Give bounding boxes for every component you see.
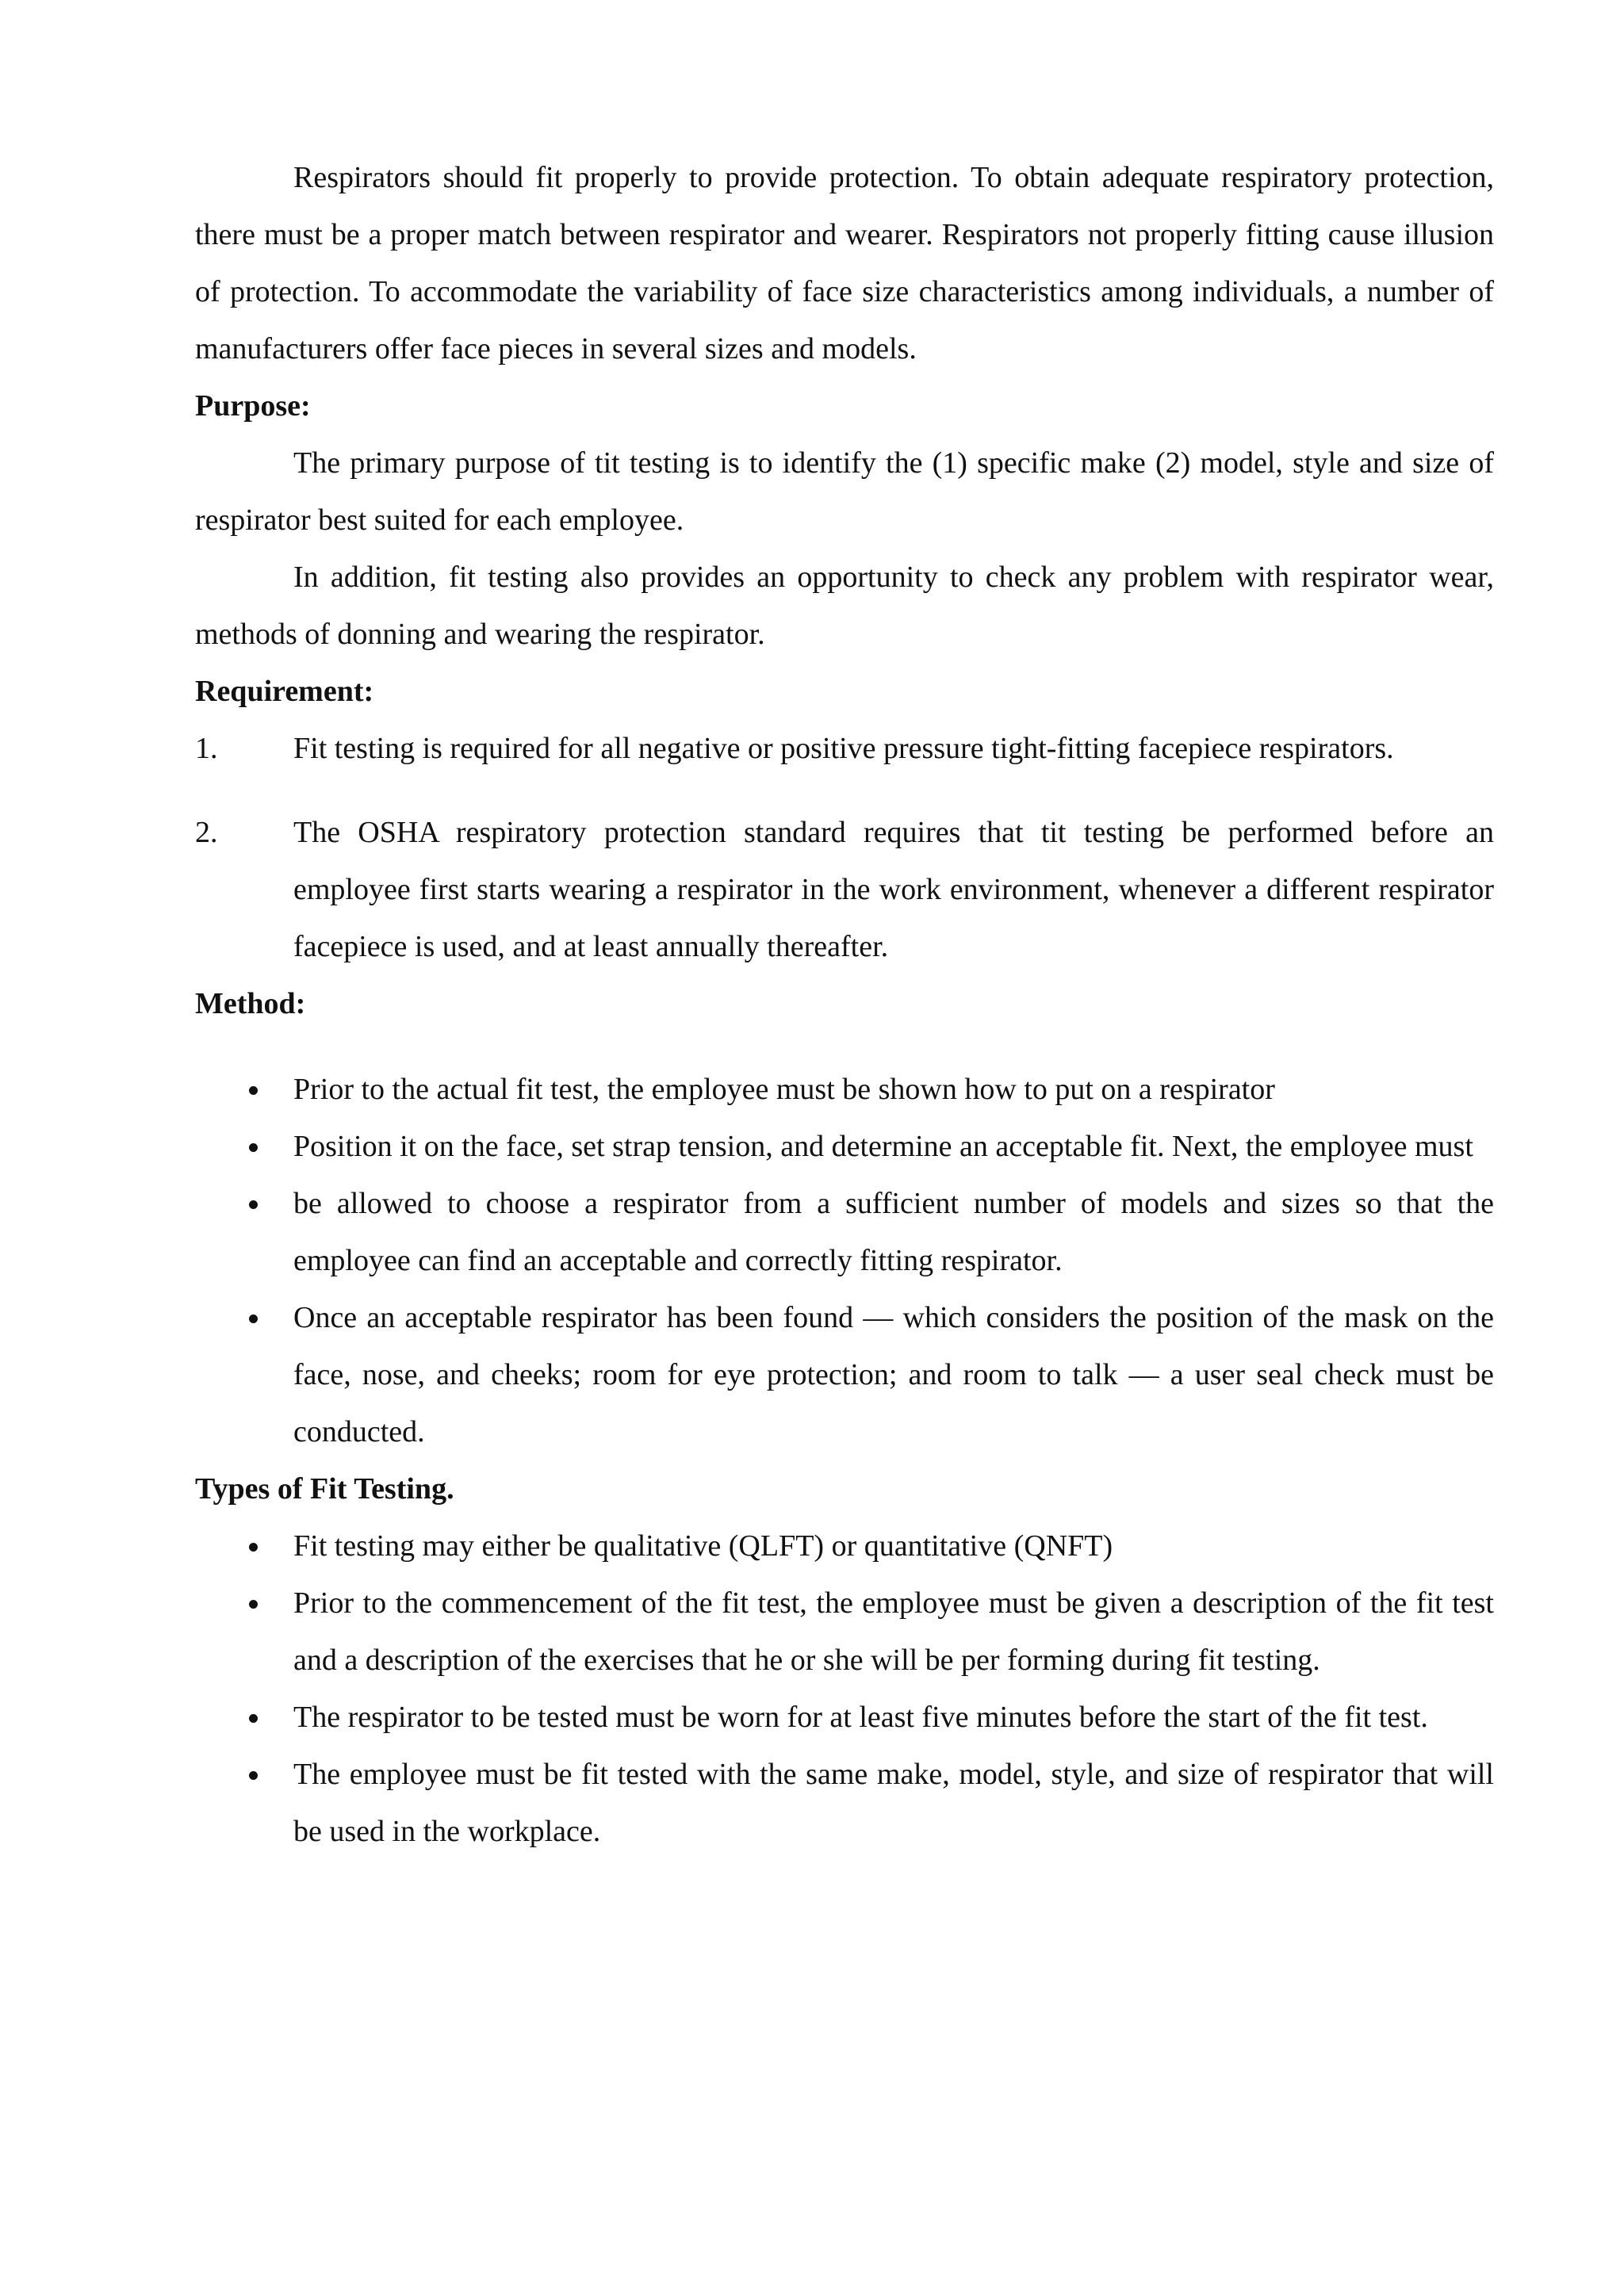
- requirement-number: 2.: [195, 816, 218, 849]
- bullet-text: The respirator to be tested must be worn for at least five minutes before the start of the fit test.: [293, 1701, 1428, 1734]
- bullet-text: Once an acceptable respirator has been found — which considers the position of the mask on the face, nose, and cheeks; room for eye protection; and room to talk — a user seal check must be conducted.: [293, 1301, 1494, 1448]
- types-bullet-list: [195, 1517, 1494, 1860]
- method-bullet-list: [195, 1061, 1494, 1460]
- requirement-text: Fit testing is required for all negative or positive pressure tight-fitting facepiece respirators.: [293, 732, 1394, 765]
- spacer: [195, 777, 1494, 804]
- spacer: [195, 1032, 1494, 1061]
- bullet-icon: [195, 1575, 293, 1689]
- bullet-icon: [195, 1517, 293, 1575]
- list-item: [195, 1517, 1494, 1575]
- requirement-item: [195, 804, 1494, 975]
- bullet-text: The employee must be fit tested with the same make, model, style, and size of respirator that will be used in the workplace.: [293, 1758, 1494, 1848]
- requirement-heading: Requirement:: [195, 675, 374, 708]
- list-item: [195, 1746, 1494, 1860]
- requirement-number: 1.: [195, 732, 218, 765]
- purpose-heading: Purpose:: [195, 389, 311, 423]
- bullet-icon: [195, 1118, 293, 1175]
- bullet-icon: [195, 1289, 293, 1460]
- list-item: [195, 1575, 1494, 1689]
- document-page: [195, 149, 1494, 1860]
- bullet-text: Prior to the actual fit test, the employee must be shown how to put on a respirator: [293, 1073, 1275, 1106]
- bullet-text: Fit testing may either be qualitative (QLFT) or quantitative (QNFT): [293, 1529, 1113, 1563]
- bullet-text: Prior to the commencement of the fit test, the employee must be given a description of the fit test and a description of the exercises that he or she will be per forming during fit testing.: [293, 1586, 1494, 1677]
- intro-paragraph: Respirators should fit properly to provide protection. To obtain adequate respiratory protection, there must be a proper match between respirator and wearer. Respirators not properly fitting cause illusion of protection. To accommodate the variability of face size characteristics among individuals, a number of manufacturers offer face pieces in several sizes and models.: [195, 161, 1494, 365]
- bullet-text: be allowed to choose a respirator from a sufficient number of models and sizes so that the employee can find an acceptable and correctly fitting respirator.: [293, 1187, 1494, 1277]
- list-item: [195, 1118, 1494, 1175]
- purpose-paragraph: The primary purpose of tit testing is to identify the (1) specific make (2) model, style and size of respirator best suited for each employee.: [195, 446, 1494, 537]
- list-item: [195, 1061, 1494, 1118]
- requirement-text: The OSHA respiratory protection standard requires that tit testing be performed before an employee first starts wearing a respirator in the work environment, whenever a different respirator facepiece is used, and at least annually thereafter.: [293, 816, 1494, 963]
- bullet-icon: [195, 1061, 293, 1118]
- method-heading: Method:: [195, 987, 306, 1020]
- list-item: [195, 1175, 1494, 1289]
- bullet-icon: [195, 1175, 293, 1289]
- types-heading: Types of Fit Testing.: [195, 1472, 454, 1506]
- list-item: [195, 1689, 1494, 1746]
- bullet-icon: [195, 1689, 293, 1746]
- purpose-paragraph: In addition, fit testing also provides an opportunity to check any problem with respirator wear, methods of donning and wearing the respirator.: [195, 561, 1494, 651]
- bullet-text: Position it on the face, set strap tension, and determine an acceptable fit. Next, the employee must: [293, 1130, 1473, 1163]
- bullet-icon: [195, 1746, 293, 1860]
- requirement-item: [195, 720, 1494, 777]
- list-item: [195, 1289, 1494, 1460]
